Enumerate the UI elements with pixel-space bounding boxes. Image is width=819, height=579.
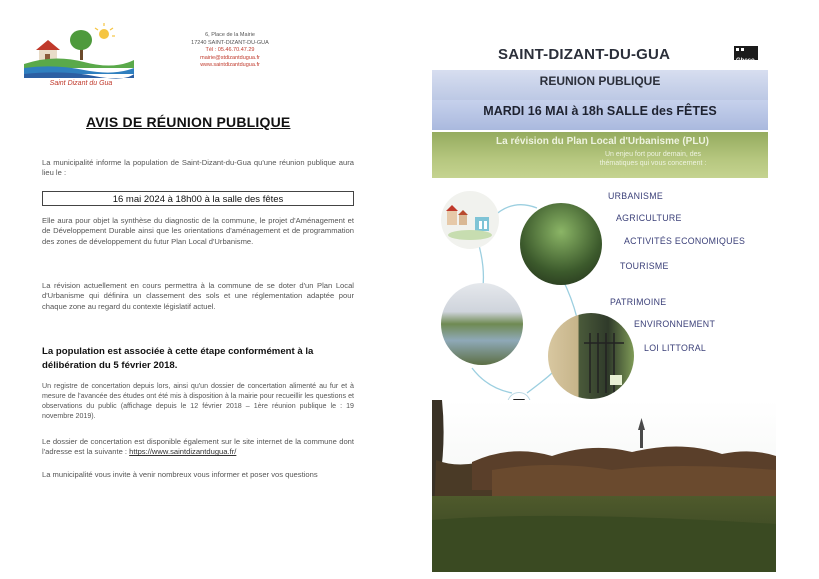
website-link[interactable]: www.saintdizantdugua.fr xyxy=(200,62,260,68)
paragraph-website xyxy=(42,437,354,458)
theme-activites: ACTIVITÉS ECONOMIQUES xyxy=(624,236,746,246)
vineyard-photo xyxy=(520,203,602,285)
association-statement: La population est associée à cette étape conformément à la délibération du 5 février 2018. xyxy=(42,346,314,371)
intro-paragraph: La municipalité informe la population de Saint-Dizant-du-Gua qu'une réunion publique aura lieu le : xyxy=(42,158,354,178)
band-public-meeting-text: REUNION PUBLIQUE xyxy=(539,74,661,88)
notice-title: AVIS DE RÉUNION PUBLIQUE xyxy=(86,114,291,130)
paragraph-purpose: Elle aura pour objet la synthèse du diagnostic de la commune, le projet d'Aménagement et de Développement Durable ainsi que les orientations d'aménagement et de programmation des zones de développement du futur Plan Local d'Urbanisme. xyxy=(42,216,354,246)
phone-line: Tél : 05.46.70.47.29 xyxy=(205,47,255,53)
website-url-link[interactable]: https://www.saintdizantdugua.fr/ xyxy=(129,447,237,457)
logo-text: Saint Dizant du Gua xyxy=(49,80,113,87)
landscape-photo xyxy=(432,400,776,572)
theme-environnement: ENVIRONNEMENT xyxy=(634,319,716,329)
logo-graphic xyxy=(24,20,134,82)
village-illustration xyxy=(441,191,499,249)
paragraph-revision: La révision actuellement en cours permettra à la commune de se doter d'un Plan Local d'Urbanisme qui définira un classement des sols et une réglementation adaptée pour chaque zone au regard du contexte législatif actuel. xyxy=(42,281,354,311)
website-text: Le dossier de concertation est disponible également sur le site internet de la commune dont l'adresse est la suivante : xyxy=(42,437,354,457)
plu-title: La révision du Plan Local d'Urbanisme (PLU) xyxy=(496,136,709,147)
plu-subtitle: Un enjeu fort pour demain, des thématiques qui vous concernent : xyxy=(599,151,707,167)
gate-icon xyxy=(548,313,634,399)
theme-agriculture: AGRICULTURE xyxy=(616,213,682,223)
theme-loi-littoral: LOI LITTORAL xyxy=(644,343,707,353)
canal-photo xyxy=(441,283,523,365)
landscape-illustration xyxy=(432,400,776,572)
paragraph-invitation: La municipalité vous invite à venir nombreux vous informer et poser vos questions xyxy=(42,470,318,479)
village-icon xyxy=(441,191,499,249)
theme-tourisme: TOURISME xyxy=(620,261,669,271)
heritage-photo xyxy=(548,313,634,399)
address-line: 6, Place de la Mairie xyxy=(205,32,255,38)
theme-patrimoine: PATRIMOINE xyxy=(610,297,667,307)
town-title: SAINT-DIZANT-DU-GUA xyxy=(498,46,671,63)
address-line: 17240 SAINT-DIZANT-DU-GUA xyxy=(191,39,269,46)
meeting-date-box: 16 mai 2024 à 18h00 à la salle des fêtes xyxy=(42,191,354,206)
paragraph-register: Un registre de concertation depuis lors, ainsi qu'un dossier de concertation alimenté au fur et à mesure de l'avancée des études ont été mis à disposition à la mairie pour recueillir les questions et observations du public (affichage depuis le 12 février 2018 – 1ère réunion publique le : 19 novembre 2019). xyxy=(42,382,354,420)
band-date-text: MARDI 16 MAI à 18h SALLE des FÊTES xyxy=(483,104,717,118)
address-block xyxy=(180,32,280,70)
theme-urbanisme: URBANISME xyxy=(608,191,664,201)
gheco-label: Gheco xyxy=(736,58,755,64)
email-link[interactable]: mairie@stdizantdugua.fr xyxy=(200,54,260,61)
